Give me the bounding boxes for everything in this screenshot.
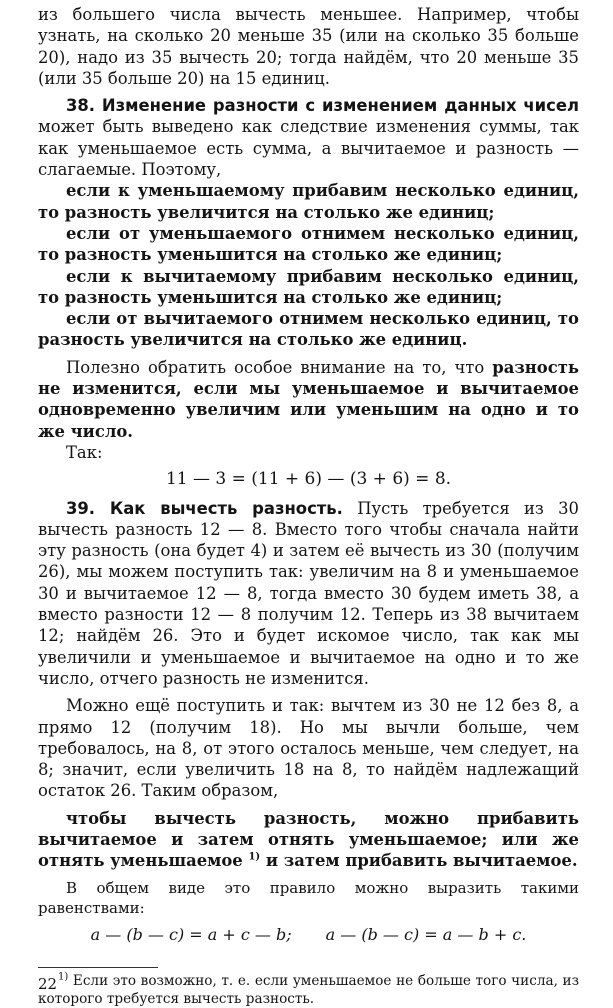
top-paragraph: из большего числа вычесть меньшее. Например, чтобы узнать, на сколько 20 меньше 35 (или на сколько 35 больше 20), надо из 35 вычесть 20; тогда найдём, что 20 меньше 35 (или 35 больше 20) на 15 единиц. bbox=[38, 5, 579, 88]
section-39-p1: Пусть требуется из 30 вычесть разность 12 — 8. Вместо того чтобы сначала найти эту разность (она будет 4) и затем её вычесть из 30 (получим 26), мы можем поступить так: увеличим на 8 и уменьшаемое 30 и вычитаемое 12 — 8, тогда вместо 30 будем иметь 38, а вместо разности 12 — 8 получим 12. Теперь из 38 вычитаем 12; найдём 26. Это и будет искомое число, так как мы увеличили и уменьшаемое и вычитаемое на одно и то же число, отчего разность не изменится. bbox=[38, 498, 579, 688]
section-39-paragraph bbox=[38, 498, 579, 690]
note-plain: Полезно обратить особое внимание на то, что bbox=[66, 357, 485, 377]
formula-line bbox=[38, 924, 579, 945]
rule-2: если от уменьшаемого отнимем несколько единиц, то разность уменьшится на столько же единиц; bbox=[38, 223, 579, 265]
page-number: 22 bbox=[38, 975, 58, 993]
rule-4: если от вычитаемого отнимем несколько единиц, то разность увеличится на столько же единиц. bbox=[38, 309, 579, 350]
section-39-heading: 39. Как вычесть разность. bbox=[66, 498, 343, 518]
general-form-text: В общем виде это правило можно выразить такими равенствами: bbox=[38, 878, 579, 917]
note-bold: разность не изменится, если мы уменьшаемое и вычитаемое одновременно увеличим или уменьшим на одно и то же число. bbox=[38, 357, 579, 441]
formula-1: a — (b — c) = a + c — b; bbox=[90, 924, 292, 944]
rule-part-a: чтобы вычесть разность, можно прибавить вычитаемое и затем отнять уменьшаемое; или же отнять уменьшаемое bbox=[38, 808, 579, 871]
note-paragraph bbox=[38, 357, 579, 442]
footnote bbox=[38, 972, 579, 1008]
equation: 11 — 3 = (11 + 6) — (3 + 6) = 8. bbox=[165, 469, 452, 490]
rule-part-b: и затем прибавить вычитаемое. bbox=[265, 851, 578, 871]
section-39-p2: Можно ещё поступить и так: вычтем из 30 не 12 без 8, а прямо 12 (получим 18). Но мы вычли больше, чем требовалось, на 8, от этого осталось меньше, чем следует, на 8; значит, если увеличить 18 на 8, то найдём надлежащий остаток 26. Таким образом, bbox=[38, 696, 579, 801]
footnote-mark: 1) bbox=[58, 971, 69, 983]
section-38-paragraph bbox=[38, 95, 579, 180]
rule-3: если к вычитаемому прибавим несколько единиц, то разность уменьшится на столько же единиц; bbox=[38, 266, 579, 307]
footnote-reference[interactable]: 1) bbox=[248, 851, 261, 863]
formula-2: a — (b — c) = a — b + c. bbox=[325, 924, 527, 944]
so-label: Так: bbox=[66, 442, 103, 462]
footnote-text: Если это возможно, т. е. если уменьшаемое не больше того числа, из которого требуется вычесть разность. bbox=[38, 972, 579, 1007]
section-38-heading: 38. Изменение разности с изменением данных чисел bbox=[66, 96, 579, 116]
section-38-intro: может быть выведено как следствие изменения суммы, так как уменьшаемое есть сумма, а вычитаемое и разность — слагаемые. Поэтому, bbox=[38, 117, 579, 180]
footnote-divider bbox=[38, 967, 158, 968]
subtraction-rule bbox=[38, 808, 579, 872]
rule-1: если к уменьшаемому прибавим несколько единиц, то разность увеличится на столько же единиц; bbox=[38, 181, 579, 222]
